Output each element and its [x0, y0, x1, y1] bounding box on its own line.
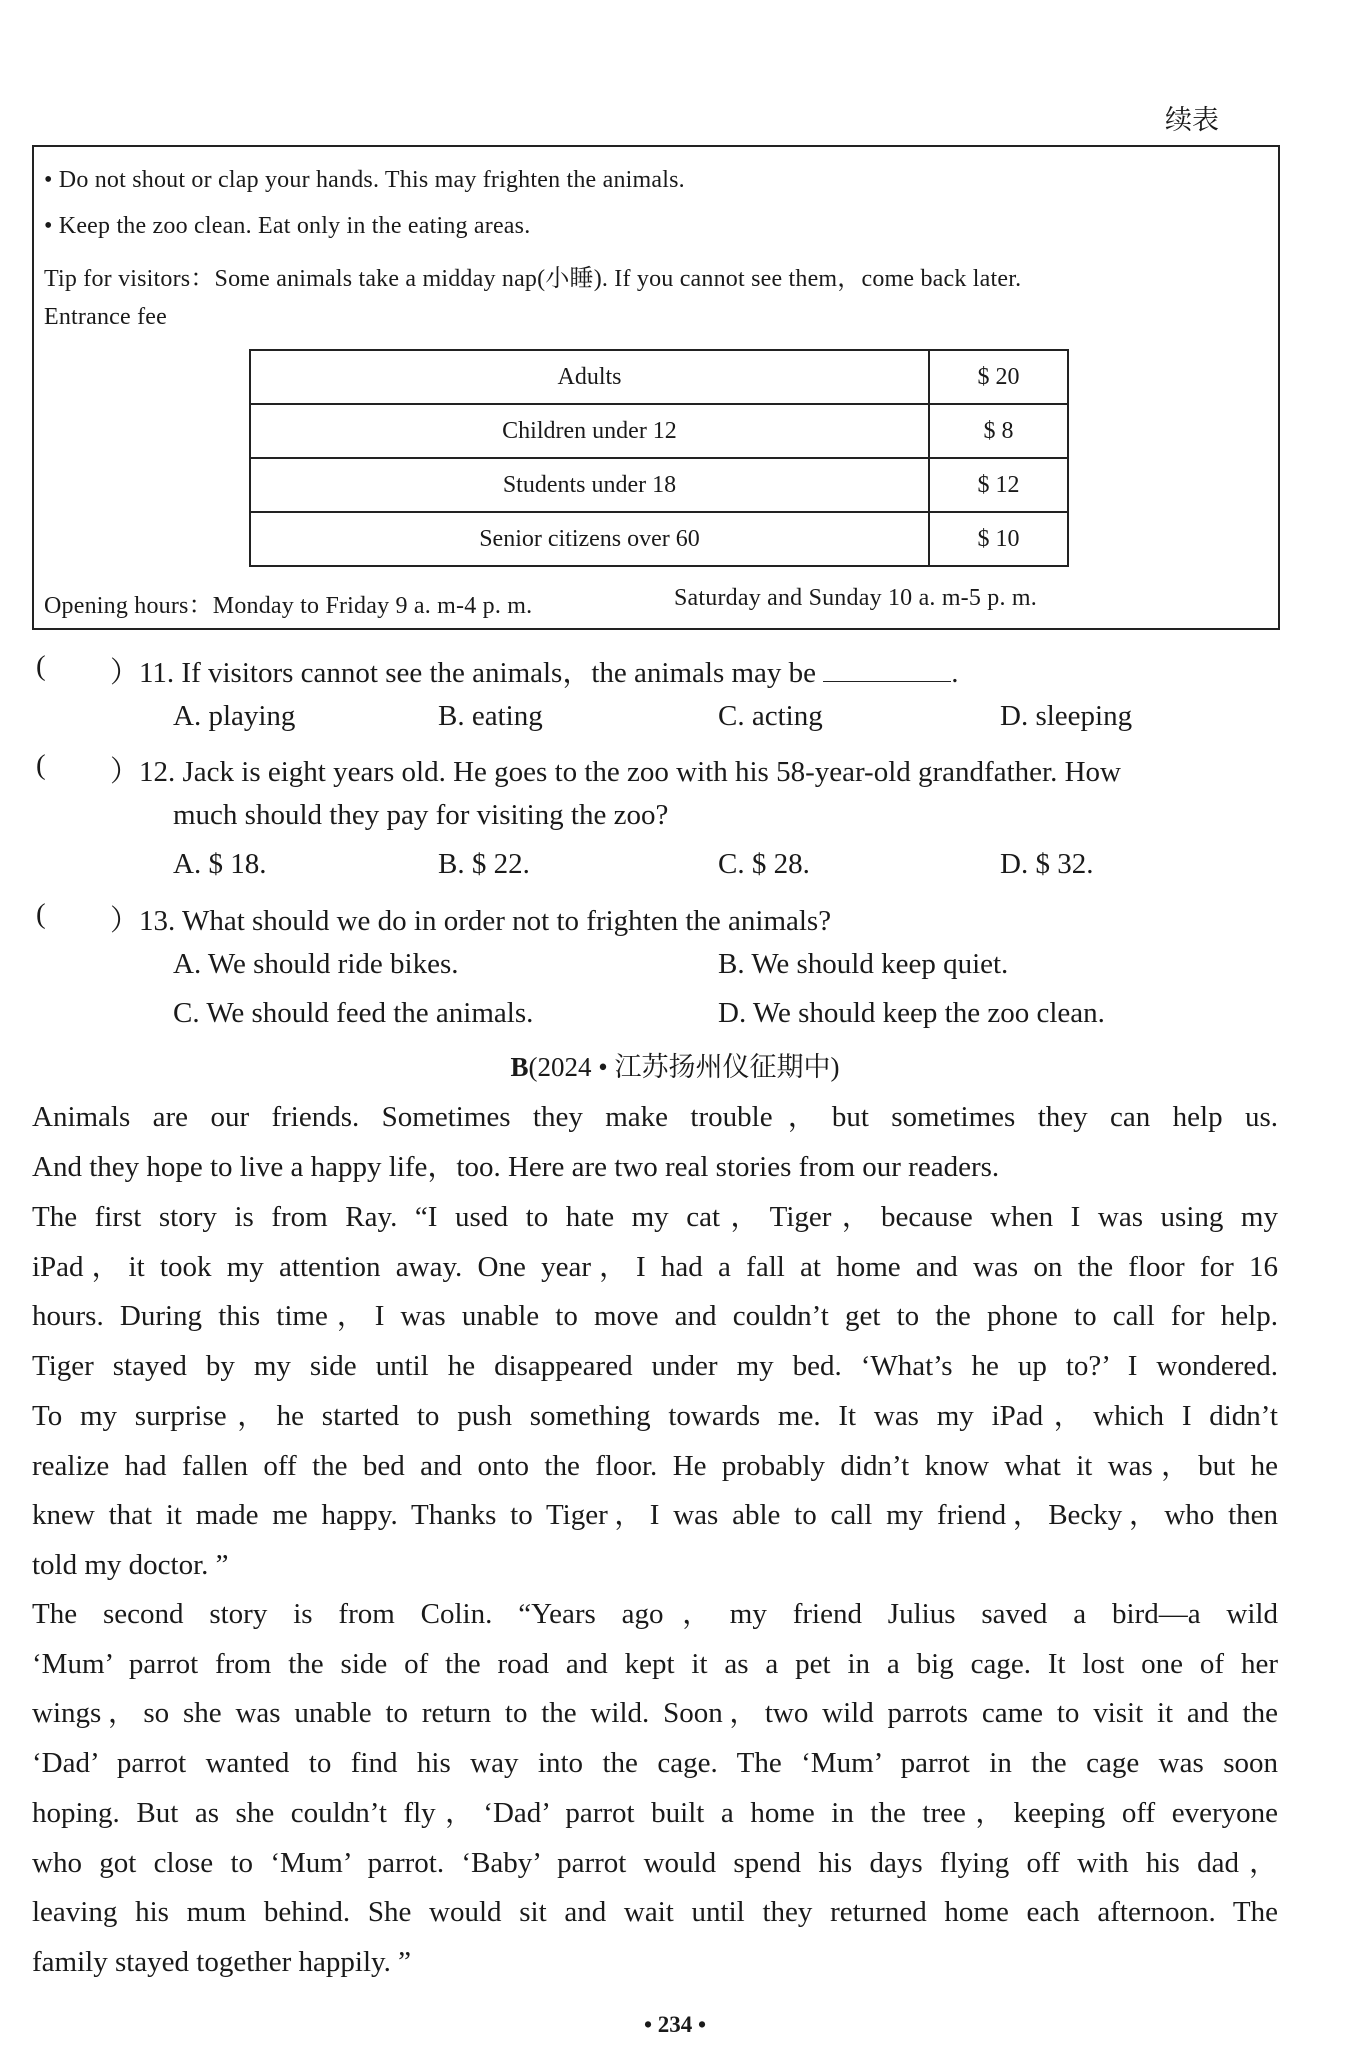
text-line: leaving his mum behind. She would sit and wait until they returned home each afternoon. The	[32, 1896, 1278, 1929]
fee-table	[249, 349, 1069, 567]
text-line: hoping. But as she couldn’t fly，‘Dad’ parrot built a home in the tree，keeping off everyone	[32, 1796, 1278, 1829]
text-line: And they hope to live a happy life，too. Here are two real stories from our readers.	[32, 1150, 1000, 1183]
rule-keep-clean: • Keep the zoo clean. Eat only in the eating areas.	[44, 213, 531, 239]
option-d[interactable]: D. We should keep the zoo clean.	[718, 997, 1105, 1029]
hours-weekday: Opening hours：Monday to Friday 9 a. m-4 p. m.	[44, 593, 533, 619]
text-line: hours. During this time，I was unable to move and couldn’t get to the phone to call for help.	[32, 1300, 1278, 1333]
text-line: To my surprise，he started to push something towards me. It was my iPad，which I didn’t	[32, 1399, 1278, 1432]
fee-group: Students under 18	[250, 458, 929, 512]
question-stem: ）11. If visitors cannot see the animals，the animals may be	[110, 657, 817, 689]
visitor-tip: Tip for visitors：Some animals take a midday nap(小睡). If you cannot see them，come back later.	[44, 266, 1022, 292]
answer-paren[interactable]: (	[36, 898, 46, 930]
answer-paren[interactable]: (	[36, 749, 46, 781]
fee-price: $ 10	[929, 512, 1068, 566]
zoo-info-box	[32, 145, 1280, 630]
question-stem-cont: much should they pay for visiting the zoo?	[173, 799, 669, 831]
question-stem: ）13. What should we do in order not to frighten the animals?	[110, 905, 832, 937]
text-line: Animals are our friends. Sometimes they make trouble，but sometimes they can help us.	[32, 1101, 1278, 1133]
page-number: • 234 •	[643, 2012, 707, 2037]
fee-group: Senior citizens over 60	[250, 512, 929, 566]
option-c[interactable]: C. We should feed the animals.	[173, 997, 534, 1029]
fee-group: Adults	[250, 350, 929, 404]
text-line: told my doctor. ”	[32, 1548, 229, 1581]
option-b[interactable]: B. eating	[438, 700, 543, 732]
text-line: ‘Dad’ parrot wanted to find his way into the cage. The ‘Mum’ parrot in the cage was soon	[32, 1747, 1278, 1780]
text-line: wings，so she was unable to return to the wild. Soon，two wild parrots came to visit it and the	[32, 1697, 1278, 1730]
fee-price: $ 8	[929, 404, 1068, 458]
stem-end: .	[951, 657, 959, 689]
section-b-title	[0, 1045, 1350, 1084]
fee-group: Children under 12	[250, 404, 929, 458]
text-line: Tiger stayed by my side until he disappeared under my bed. ‘What’s he up to?’ I wondered.	[32, 1350, 1278, 1383]
rule-no-shouting: • Do not shout or clap your hands. This may frighten the animals.	[44, 167, 685, 193]
option-b[interactable]: B. $ 22.	[438, 848, 530, 880]
text-line: who got close to ‘Mum’ parrot. ‘Baby’ parrot would spend his days flying off with his dad，	[32, 1846, 1278, 1879]
option-c[interactable]: C. $ 28.	[718, 848, 810, 880]
fee-row	[250, 350, 1068, 404]
section-source: (2024 • 江苏扬州仪征期中)	[528, 1052, 840, 1082]
continued-label: 续表	[1165, 105, 1219, 135]
answer-blank[interactable]	[823, 659, 951, 682]
option-d[interactable]: D. sleeping	[1000, 700, 1133, 732]
answer-paren[interactable]: (	[36, 650, 46, 682]
text-line: family stayed together happily. ”	[32, 1945, 412, 1978]
paragraph-ray-story	[32, 1193, 1278, 1591]
text-line: iPad，it took my attention away. One year，I had a fall at home and was on the floor for 16	[32, 1250, 1278, 1283]
text-line: realize had fallen off the bed and onto the floor. He probably didn’t know what it was，but he	[32, 1449, 1278, 1482]
option-a[interactable]: A. playing	[173, 700, 296, 732]
fee-price: $ 12	[929, 458, 1068, 512]
paragraph-colin-story	[32, 1590, 1278, 1988]
fee-row	[250, 458, 1068, 512]
fee-heading: Entrance fee	[44, 304, 167, 330]
paragraph-intro	[32, 1093, 1278, 1192]
question-stem: ）12. Jack is eight years old. He goes to the zoo with his 58-year-old grandfather. How	[110, 756, 1121, 788]
text-line: knew that it made me happy. Thanks to Tiger，I was able to call my friend，Becky，who then	[32, 1499, 1278, 1532]
text-line: The first story is from Ray. “I used to hate my cat，Tiger，because when I was using my	[32, 1201, 1278, 1233]
hours-weekend: Saturday and Sunday 10 a. m-5 p. m.	[674, 585, 1037, 611]
option-b[interactable]: B. We should keep quiet.	[718, 948, 1009, 980]
text-line: ‘Mum’ parrot from the side of the road and kept it as a pet in a big cage. It lost one of her	[32, 1647, 1278, 1680]
fee-price: $ 20	[929, 350, 1068, 404]
fee-row	[250, 404, 1068, 458]
option-d[interactable]: D. $ 32.	[1000, 848, 1094, 880]
option-c[interactable]: C. acting	[718, 700, 823, 732]
text-line: The second story is from Colin. “Years ago，my friend Julius saved a bird—a wild	[32, 1598, 1278, 1630]
option-a[interactable]: A. $ 18.	[173, 848, 267, 880]
fee-row	[250, 512, 1068, 566]
option-a[interactable]: A. We should ride bikes.	[173, 948, 459, 980]
section-letter: B	[510, 1052, 529, 1082]
